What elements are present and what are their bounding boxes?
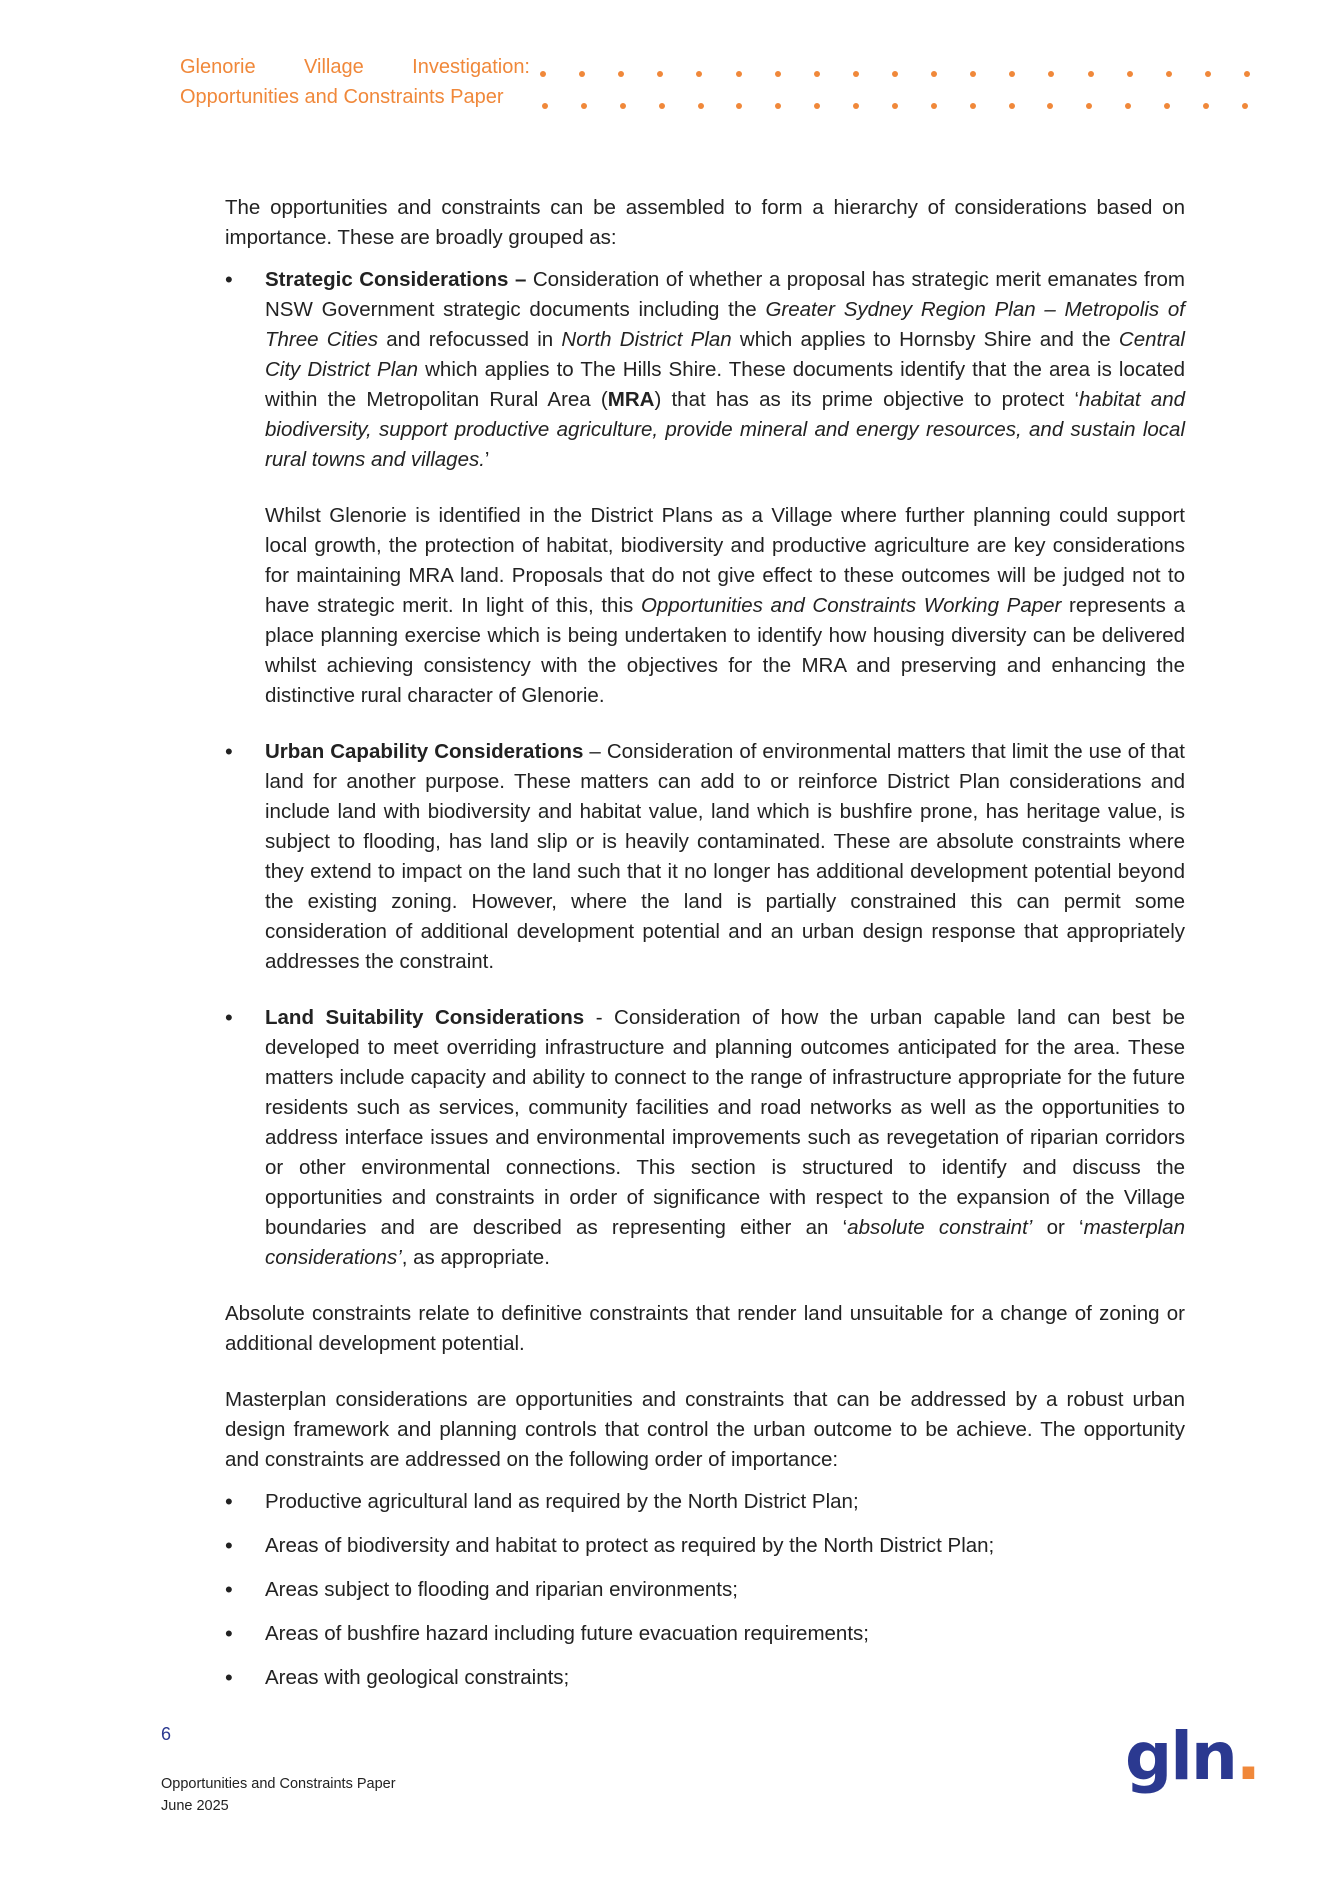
intro-paragraph: The opportunities and constraints can be assembled to form a hierarchy of considerations based on importance. These are broadly grouped as: [225, 196, 1185, 249]
decorative-dot [1244, 71, 1250, 77]
decorative-dot [1047, 103, 1053, 109]
decorative-dot [736, 103, 742, 109]
text-run: masterplan considerations’ [265, 1216, 1185, 1269]
land-heading: Land Suitability Considerations [265, 1006, 585, 1029]
urban-heading: Urban Capability Considerations [265, 740, 584, 763]
text-run: ) that has as its prime objective to protect ‘ [654, 388, 1080, 411]
decorative-dot [1088, 71, 1094, 77]
text-run: - Consideration of how the urban capable land can best be developed to meet overriding infrastructure and planning outcomes anticipated for the area. These matters include capacity and ability to connect to the range of infrastructure appropriate for the future residents such as services, community facilities and road networks as well as the opportunities to address interface issues and environmental improvements such as revegetation of riparian corridors or other environmental connections. This section is structured to identify and discuss the opportunities and constraints in order of significance with respect to the expansion of the Village boundaries and are described as representing either an ‘ [265, 1006, 1186, 1239]
paragraph [265, 501, 1185, 711]
header-dot-pattern [540, 58, 1250, 122]
list-item: • Areas of biodiversity and habitat to protect as required by the North District Plan; [225, 1531, 1185, 1561]
footer-doc-title: Opportunities and Constraints Paper [161, 1776, 396, 1792]
strategic-heading: Strategic Considerations – [265, 268, 527, 291]
paragraph [265, 268, 1185, 471]
text-run: and refocussed in [378, 328, 562, 351]
decorative-dot [970, 103, 976, 109]
masterplan-paragraph: Masterplan considerations are opportunities and constraints that can be addressed by a robust urban design framework and planning controls that control the urban outcome to be achieve. The opportunity and constraints are addressed on the following order of importance: [225, 1388, 1185, 1471]
decorative-dot [1086, 103, 1092, 109]
decorative-dot [775, 71, 781, 77]
decorative-dot [1203, 103, 1209, 109]
text-run: or ‘ [1032, 1216, 1084, 1239]
considerations-list [225, 265, 1185, 1273]
header-word: Investigation: [412, 56, 530, 78]
page-header [180, 52, 1250, 122]
header-word: Village [304, 56, 364, 78]
header-word: Glenorie [180, 56, 256, 78]
decorative-dot [1127, 71, 1133, 77]
text-run: – Consideration of environmental matters that limit the use of that land for another purpose. These matters can add to or reinforce District Plan considerations and include land with biodiversity and habitat value, land which is bushfire prone, has heritage value, is subject to flooding, has land slip or is heavily contaminated. These are absolute constraints where they extend to impact on the land such that it no longer has additional development potential beyond the existing zoning. However, where the land is partially constrained this can permit some consideration of additional development potential and an urban design response that appropriately addresses the constraint. [265, 740, 1185, 973]
decorative-dot [1048, 71, 1054, 77]
decorative-dot [931, 103, 937, 109]
list-item: • Areas of bushfire hazard including future evacuation requirements; [225, 1619, 1185, 1649]
decorative-dot [970, 71, 976, 77]
text-run: habitat and biodiversity, support productive agriculture, provide mineral and energy resources, and sustain local rural towns and villages. [265, 388, 1185, 471]
document-body [225, 193, 1185, 1707]
text-run: which applies to The Hills Shire. These documents identify that the area is located within the Metropolitan Rural Area ( [265, 358, 1185, 411]
decorative-dot [853, 71, 859, 77]
decorative-dot [775, 103, 781, 109]
header-title [180, 52, 530, 112]
decorative-dot [581, 103, 587, 109]
importance-list [225, 1487, 1185, 1693]
decorative-dot [1205, 71, 1211, 77]
absolute-paragraph: Absolute constraints relate to definitive constraints that render land unsuitable for a change of zoning or additional development potential. [225, 1302, 1185, 1355]
text-run: Central City District Plan [265, 328, 1185, 381]
decorative-dot [618, 71, 624, 77]
decorative-dot [1009, 71, 1015, 77]
page-number: 6 [161, 1724, 172, 1744]
decorative-dot [1125, 103, 1131, 109]
decorative-dot [736, 71, 742, 77]
logo-dot: . [1235, 1718, 1259, 1795]
decorative-dot [696, 71, 702, 77]
page-footer [161, 1773, 396, 1817]
decorative-dot [1164, 103, 1170, 109]
decorative-dot [579, 71, 585, 77]
decorative-dot [1166, 71, 1172, 77]
text-run: North District Plan [561, 328, 732, 351]
decorative-dot [620, 103, 626, 109]
text-run: which applies to Hornsby Shire and the [731, 328, 1119, 351]
decorative-dot [1242, 103, 1248, 109]
header-title-line2: Opportunities and Constraints Paper [180, 86, 504, 108]
decorative-dot [853, 103, 859, 109]
decorative-dot [814, 71, 820, 77]
gln-logo [1125, 1718, 1259, 1795]
text-run: Opportunities and Constraints Working Paper [640, 594, 1062, 617]
decorative-dot [1009, 103, 1015, 109]
text-run: Whilst Glenorie is identified in the District Plans as a Village where further planning could support local growth, the protection of habitat, biodiversity and productive agriculture are key considerations for maintaining MRA land. Proposals that do not give effect to these outcomes will be judged not to have strategic merit. In light of this, this [265, 504, 1185, 617]
list-item-strategic [225, 265, 1185, 711]
text-run: , as appropriate. [401, 1246, 550, 1269]
decorative-dot [892, 71, 898, 77]
footer-date: June 2025 [161, 1798, 229, 1814]
text-run: represents a place planning exercise which is being undertaken to identify how housing diversity can be delivered whilst achieving consistency with the objectives for the MRA and preserving and enhancing the distinctive rural character of Glenorie. [265, 594, 1185, 707]
decorative-dot [540, 71, 546, 77]
list-item: • Productive agricultural land as required by the North District Plan; [225, 1487, 1185, 1517]
list-item-urban [225, 737, 1185, 977]
text-run: absolute constraint’ [847, 1216, 1033, 1239]
decorative-dot [659, 103, 665, 109]
dot-row [540, 90, 1250, 122]
list-item: • Areas with geological constraints; [225, 1663, 1185, 1693]
list-item-land [225, 1003, 1185, 1273]
dot-row [540, 58, 1250, 90]
list-item: • Areas subject to flooding and riparian environments; [225, 1575, 1185, 1605]
decorative-dot [931, 71, 937, 77]
header-title-line1 [180, 52, 530, 82]
decorative-dot [698, 103, 704, 109]
decorative-dot [892, 103, 898, 109]
decorative-dot [657, 71, 663, 77]
text-run: ’ [484, 448, 490, 471]
text-run: MRA [607, 388, 655, 411]
decorative-dot [542, 103, 548, 109]
logo-text: gln [1125, 1718, 1236, 1795]
text-run: Greater Sydney Region Plan – Metropolis of Three Cities [265, 298, 1185, 351]
decorative-dot [814, 103, 820, 109]
text-run: Consideration of whether a proposal has strategic merit emanates from NSW Government strategic documents including the [265, 268, 1186, 321]
